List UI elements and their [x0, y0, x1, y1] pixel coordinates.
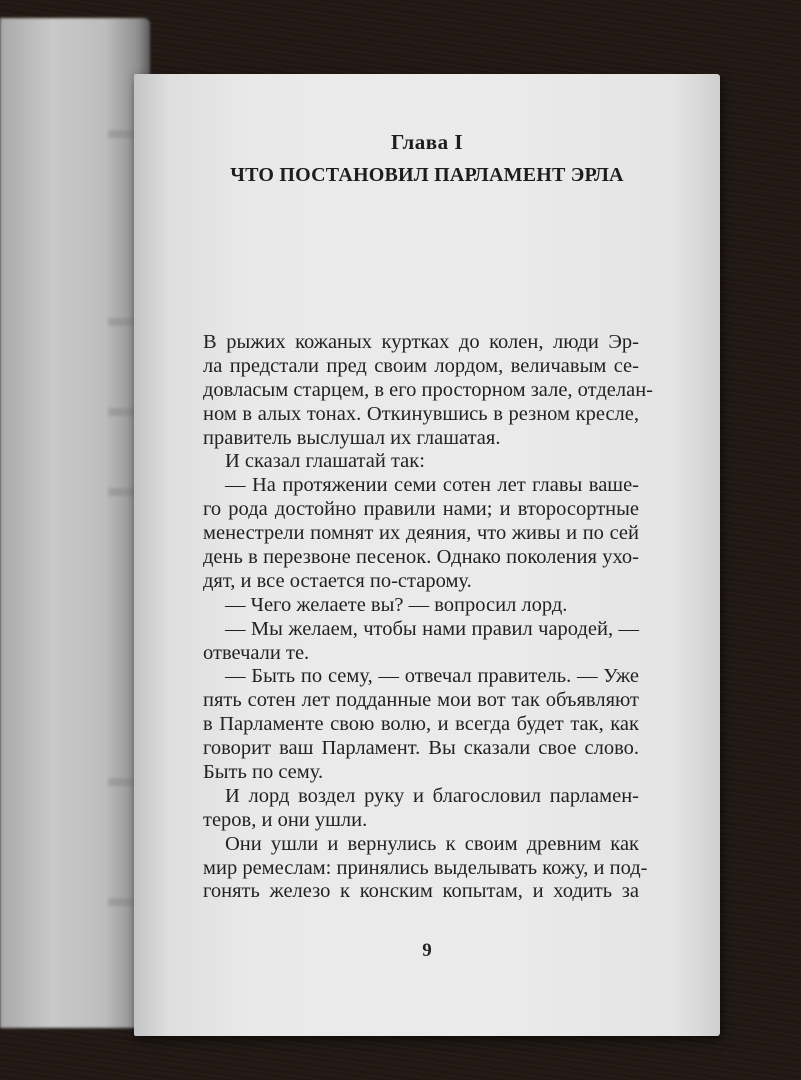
text-line: го рода достойно правили нами; и второсортные [203, 498, 639, 521]
text-line: довласым старцем, в его просторном зале, отделан- [203, 378, 653, 401]
text-line: в Парламенте свою волю, и всегда будет так, как [203, 713, 639, 736]
text-line: день в перезвоне песенок. Однако поколения ухо- [203, 546, 639, 569]
blurred-text-fragment [108, 778, 136, 786]
text-line: пять сотен лет подданные мои вот так объявляют [203, 689, 639, 712]
text-line: мир ремеслам: принялись выделывать кожу, и под- [203, 856, 648, 879]
blurred-text-fragment [108, 130, 136, 138]
text-line: — На протяжении семи сотен лет главы ваше- [225, 474, 639, 497]
text-line: ном в алых тонах. Откинувшись в резном кресле, [203, 402, 639, 425]
chapter-title: ЧТО ПОСТАНОВИЛ ПАРЛАМЕНТ ЭРЛА [230, 164, 624, 186]
text-line: теров, и они ушли. [203, 808, 368, 831]
text-line: Они ушли и вернулись к своим древним как [225, 832, 639, 855]
page-number: 9 [422, 940, 432, 961]
book-page [134, 74, 720, 1036]
text-line: гонять железо к конским копытам, и ходить за [203, 880, 639, 903]
text-line: В рыжих кожаных куртках до колен, люди Эр- [203, 331, 639, 353]
text-line: правитель выслушал их глашатая. [203, 426, 501, 449]
text-line: говорит ваш Парламент. Вы сказали свое слово. [203, 737, 639, 760]
previous-page-edge [0, 18, 150, 1028]
blurred-text-fragment [108, 318, 136, 326]
text-line: дят, и все остается по-старому. [203, 569, 472, 592]
chapter-label: Глава I [390, 130, 464, 154]
blurred-text-fragment [108, 408, 136, 416]
text-line: отвечали те. [203, 641, 310, 664]
chapter-body [203, 331, 653, 904]
text-line: — Мы желаем, чтобы нами правил чародей, — [225, 617, 639, 640]
blurred-text-fragment [108, 898, 136, 906]
text-line: И лорд воздел руку и благословил парламен- [225, 784, 639, 807]
text-line: ла предстали пред своим лордом, величавым се- [203, 354, 639, 377]
text-line: И сказал глашатай так: [225, 450, 425, 473]
text-line: Быть по сему. [203, 761, 324, 784]
text-line: — Чего желаете вы? — вопросил лорд. [225, 593, 568, 616]
blurred-text-fragment [108, 488, 136, 496]
text-line: — Быть по сему, — отвечал правитель. — Уже [225, 665, 639, 688]
text-line: менестрели помнят их деяния, что живы и по сей [203, 522, 639, 545]
